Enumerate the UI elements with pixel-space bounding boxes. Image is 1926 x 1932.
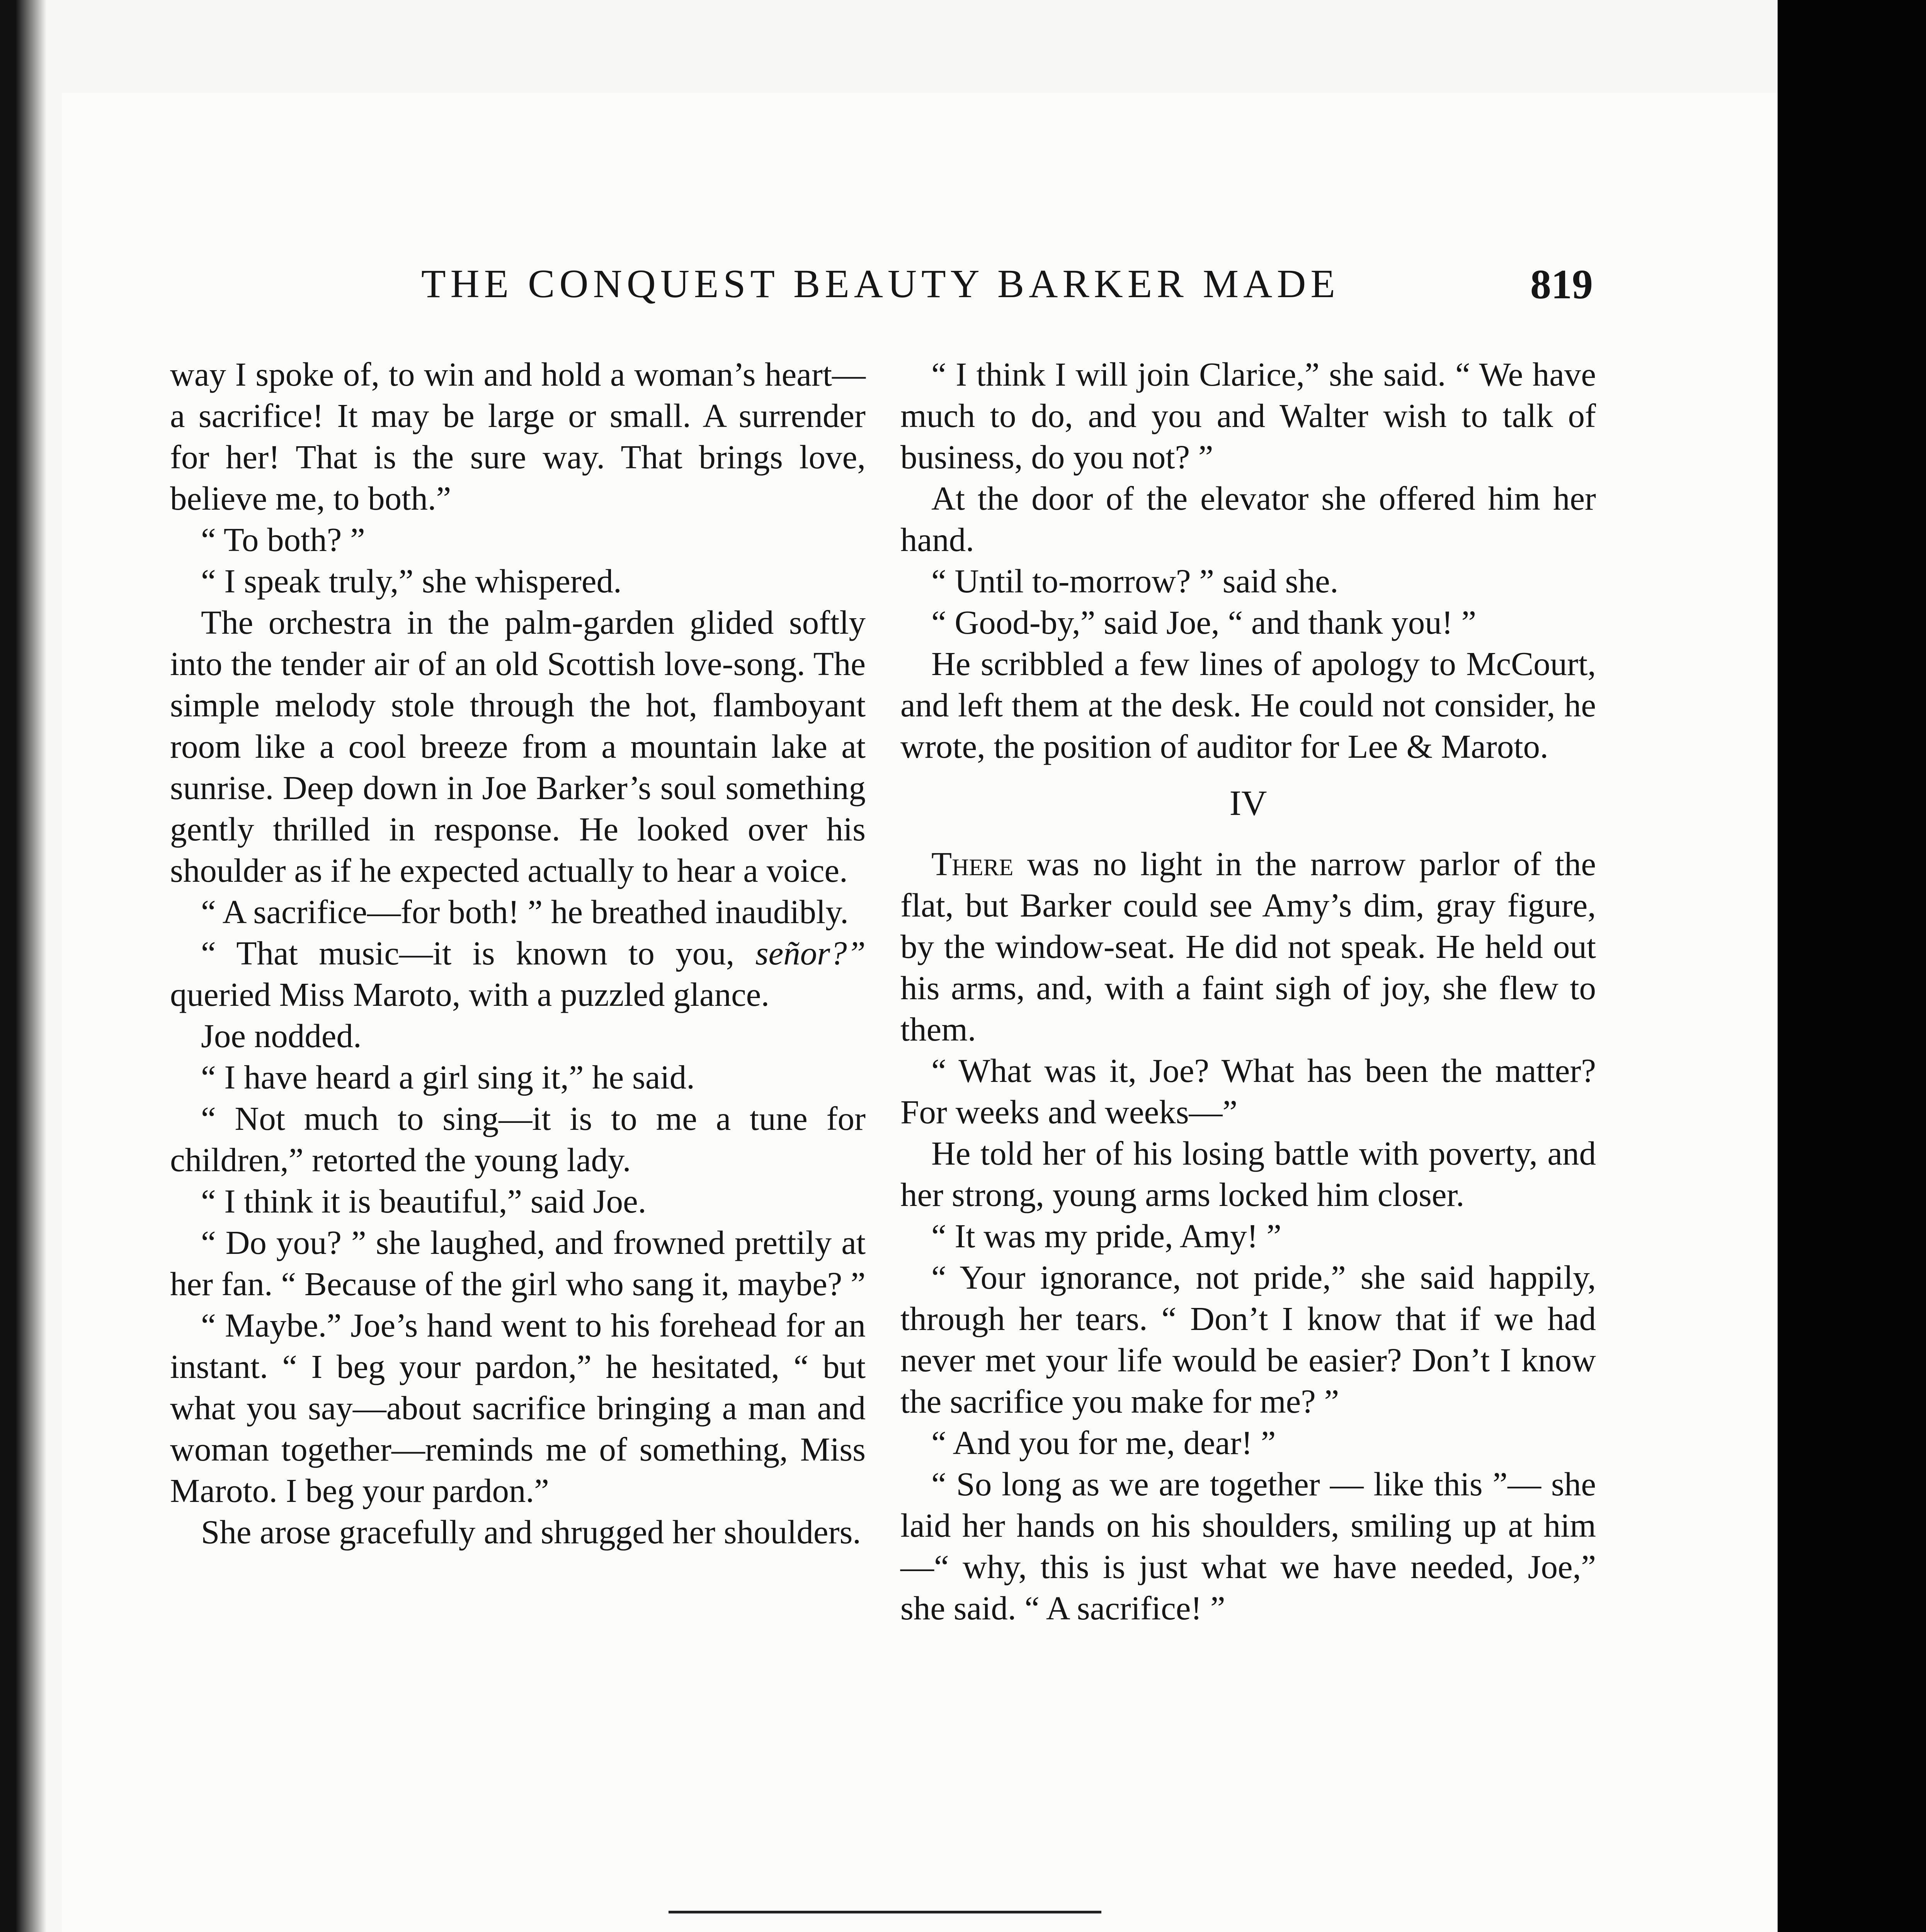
paragraph — [900, 1257, 1596, 1422]
paragraph-text: “ And you for me, dear! ” — [931, 1424, 1276, 1461]
page-number: 819 — [1530, 262, 1593, 308]
paragraph — [900, 1133, 1596, 1215]
paragraph — [170, 560, 866, 602]
paragraph — [170, 1180, 866, 1222]
paragraph-text: “ Your ignorance, not pride,” she said happily, through her tears. “ Don’t I know that if we had never met your life would be easier? Don’t I know the sacrifice you make for me? ” — [900, 1259, 1596, 1420]
section-divider-rule — [669, 1911, 1101, 1913]
paragraph-text: “ A sacrifice—for both! ” he breathed inaudibly. — [201, 893, 849, 930]
paragraph — [900, 602, 1596, 643]
paragraph — [170, 519, 866, 560]
paragraph-text: “ I think it is beautiful,” said Joe. — [201, 1182, 647, 1220]
paragraph — [170, 1015, 866, 1056]
paragraph — [900, 843, 1596, 1050]
paragraph-italic: señor?” — [755, 934, 866, 972]
paragraph-text: She arose gracefully and shrugged her shoulders. — [201, 1513, 861, 1551]
paragraph — [170, 1511, 866, 1553]
paragraph — [900, 354, 1596, 478]
paragraph-text: “ I speak truly,” she whispered. — [201, 562, 622, 600]
paragraph-text: The orchestra in the palm-garden glided softly into the tender air of an old Scottish love-song. The simple melody stole through the hot, flamboyant room like a cool breeze from a mountain lake at sunrise. Deep down in Joe Barker’s soul something gently thrilled in response. He looked over his shoulder as if he expected actually to hear a voice. — [170, 604, 866, 889]
paragraph-text: He told her of his losing battle with poverty, and her strong, young arms locked him closer. — [900, 1134, 1596, 1213]
paragraph-text: At the door of the elevator she offered him her hand. — [900, 480, 1596, 558]
paragraph-text: “ To both? ” — [201, 521, 365, 558]
paragraph — [900, 1463, 1596, 1629]
paragraph-text: Joe nodded. — [201, 1017, 362, 1054]
paragraph — [170, 1056, 866, 1098]
section-number: IV — [1229, 783, 1267, 823]
paragraph-text: He scribbled a few lines of apology to McCourt, and left them at the desk. He could not consider, he wrote, the position of auditor for Lee & Maroto. — [900, 645, 1596, 765]
story-right-column — [900, 354, 1596, 1629]
paragraph-text: “ Do you? ” she laughed, and frowned prettily at her fan. “ Because of the girl who sang it, maybe? ” — [170, 1224, 866, 1303]
paragraph — [170, 354, 866, 519]
paragraph-text: “ I have heard a girl sing it,” he said. — [201, 1058, 695, 1096]
running-title: THE CONQUEST BEAUTY BARKER MADE — [421, 262, 1340, 306]
paragraph-text: “ What was it, Joe? What has been the matter? For weeks and weeks—” — [900, 1052, 1596, 1131]
paragraph — [900, 560, 1596, 602]
paragraph — [900, 1050, 1596, 1133]
paragraph — [170, 932, 866, 1015]
paragraph-text-after: queried Miss Maroto, with a puzzled glance. — [170, 976, 770, 1013]
paragraph-text: was no light in the narrow parlor of the flat, but Barker could see Amy’s dim, gray figure, by the window-seat. He did not speak. He held out his arms, and, with a faint sigh of joy, she flew to them. — [900, 845, 1596, 1048]
paragraph — [900, 478, 1596, 560]
paragraph — [170, 1304, 866, 1511]
paragraph — [170, 891, 866, 932]
paragraph-text: “ That music—it is known to you, — [201, 934, 735, 972]
paragraph-text: “ Until to-morrow? ” said she. — [931, 562, 1339, 600]
paragraph — [900, 643, 1596, 767]
story-left-column — [170, 354, 866, 1553]
scan-edge-right — [1778, 0, 1926, 1932]
paragraph-text: “ I think I will join Clarice,” she said. “ We have much to do, and you and Walter wish to talk of business, do you not? ” — [900, 355, 1596, 476]
paragraph-text: “ Maybe.” Joe’s hand went to his forehead for an instant. “ I beg your pardon,” he hesitated, “ but what you say—about sacrifice bringing a man and woman together—reminds me of something, Miss Maroto. I beg your pardon.” — [170, 1306, 866, 1509]
paragraph-text: “ Not much to sing—it is to me a tune for children,” retorted the young lady. — [170, 1100, 866, 1179]
binding-gutter — [0, 0, 46, 1932]
paragraph-text: way I spoke of, to win and hold a woman’s heart—a sacrifice! It may be large or small. A surrender for her! That is the sure way. That brings love, believe me, to both.” — [170, 355, 866, 517]
paragraph — [900, 1215, 1596, 1257]
paragraph-lead-smallcap: There — [931, 845, 1014, 883]
paragraph-text: “ Good-by,” said Joe, “ and thank you! ” — [931, 604, 1477, 641]
right-column-after-section — [900, 843, 1596, 1629]
paragraph — [170, 602, 866, 891]
right-column-before-section — [900, 354, 1596, 767]
paragraph-text: “ So long as we are together — like this ”— she laid her hands on his shoulders, smiling up at him—“ why, this is just what we have needed, Joe,” she said. “ A sacrifice! ” — [900, 1465, 1596, 1627]
paragraph — [170, 1098, 866, 1180]
paragraph-text: “ It was my pride, Amy! ” — [931, 1217, 1282, 1255]
paragraph — [170, 1222, 866, 1304]
paragraph — [900, 1422, 1596, 1463]
